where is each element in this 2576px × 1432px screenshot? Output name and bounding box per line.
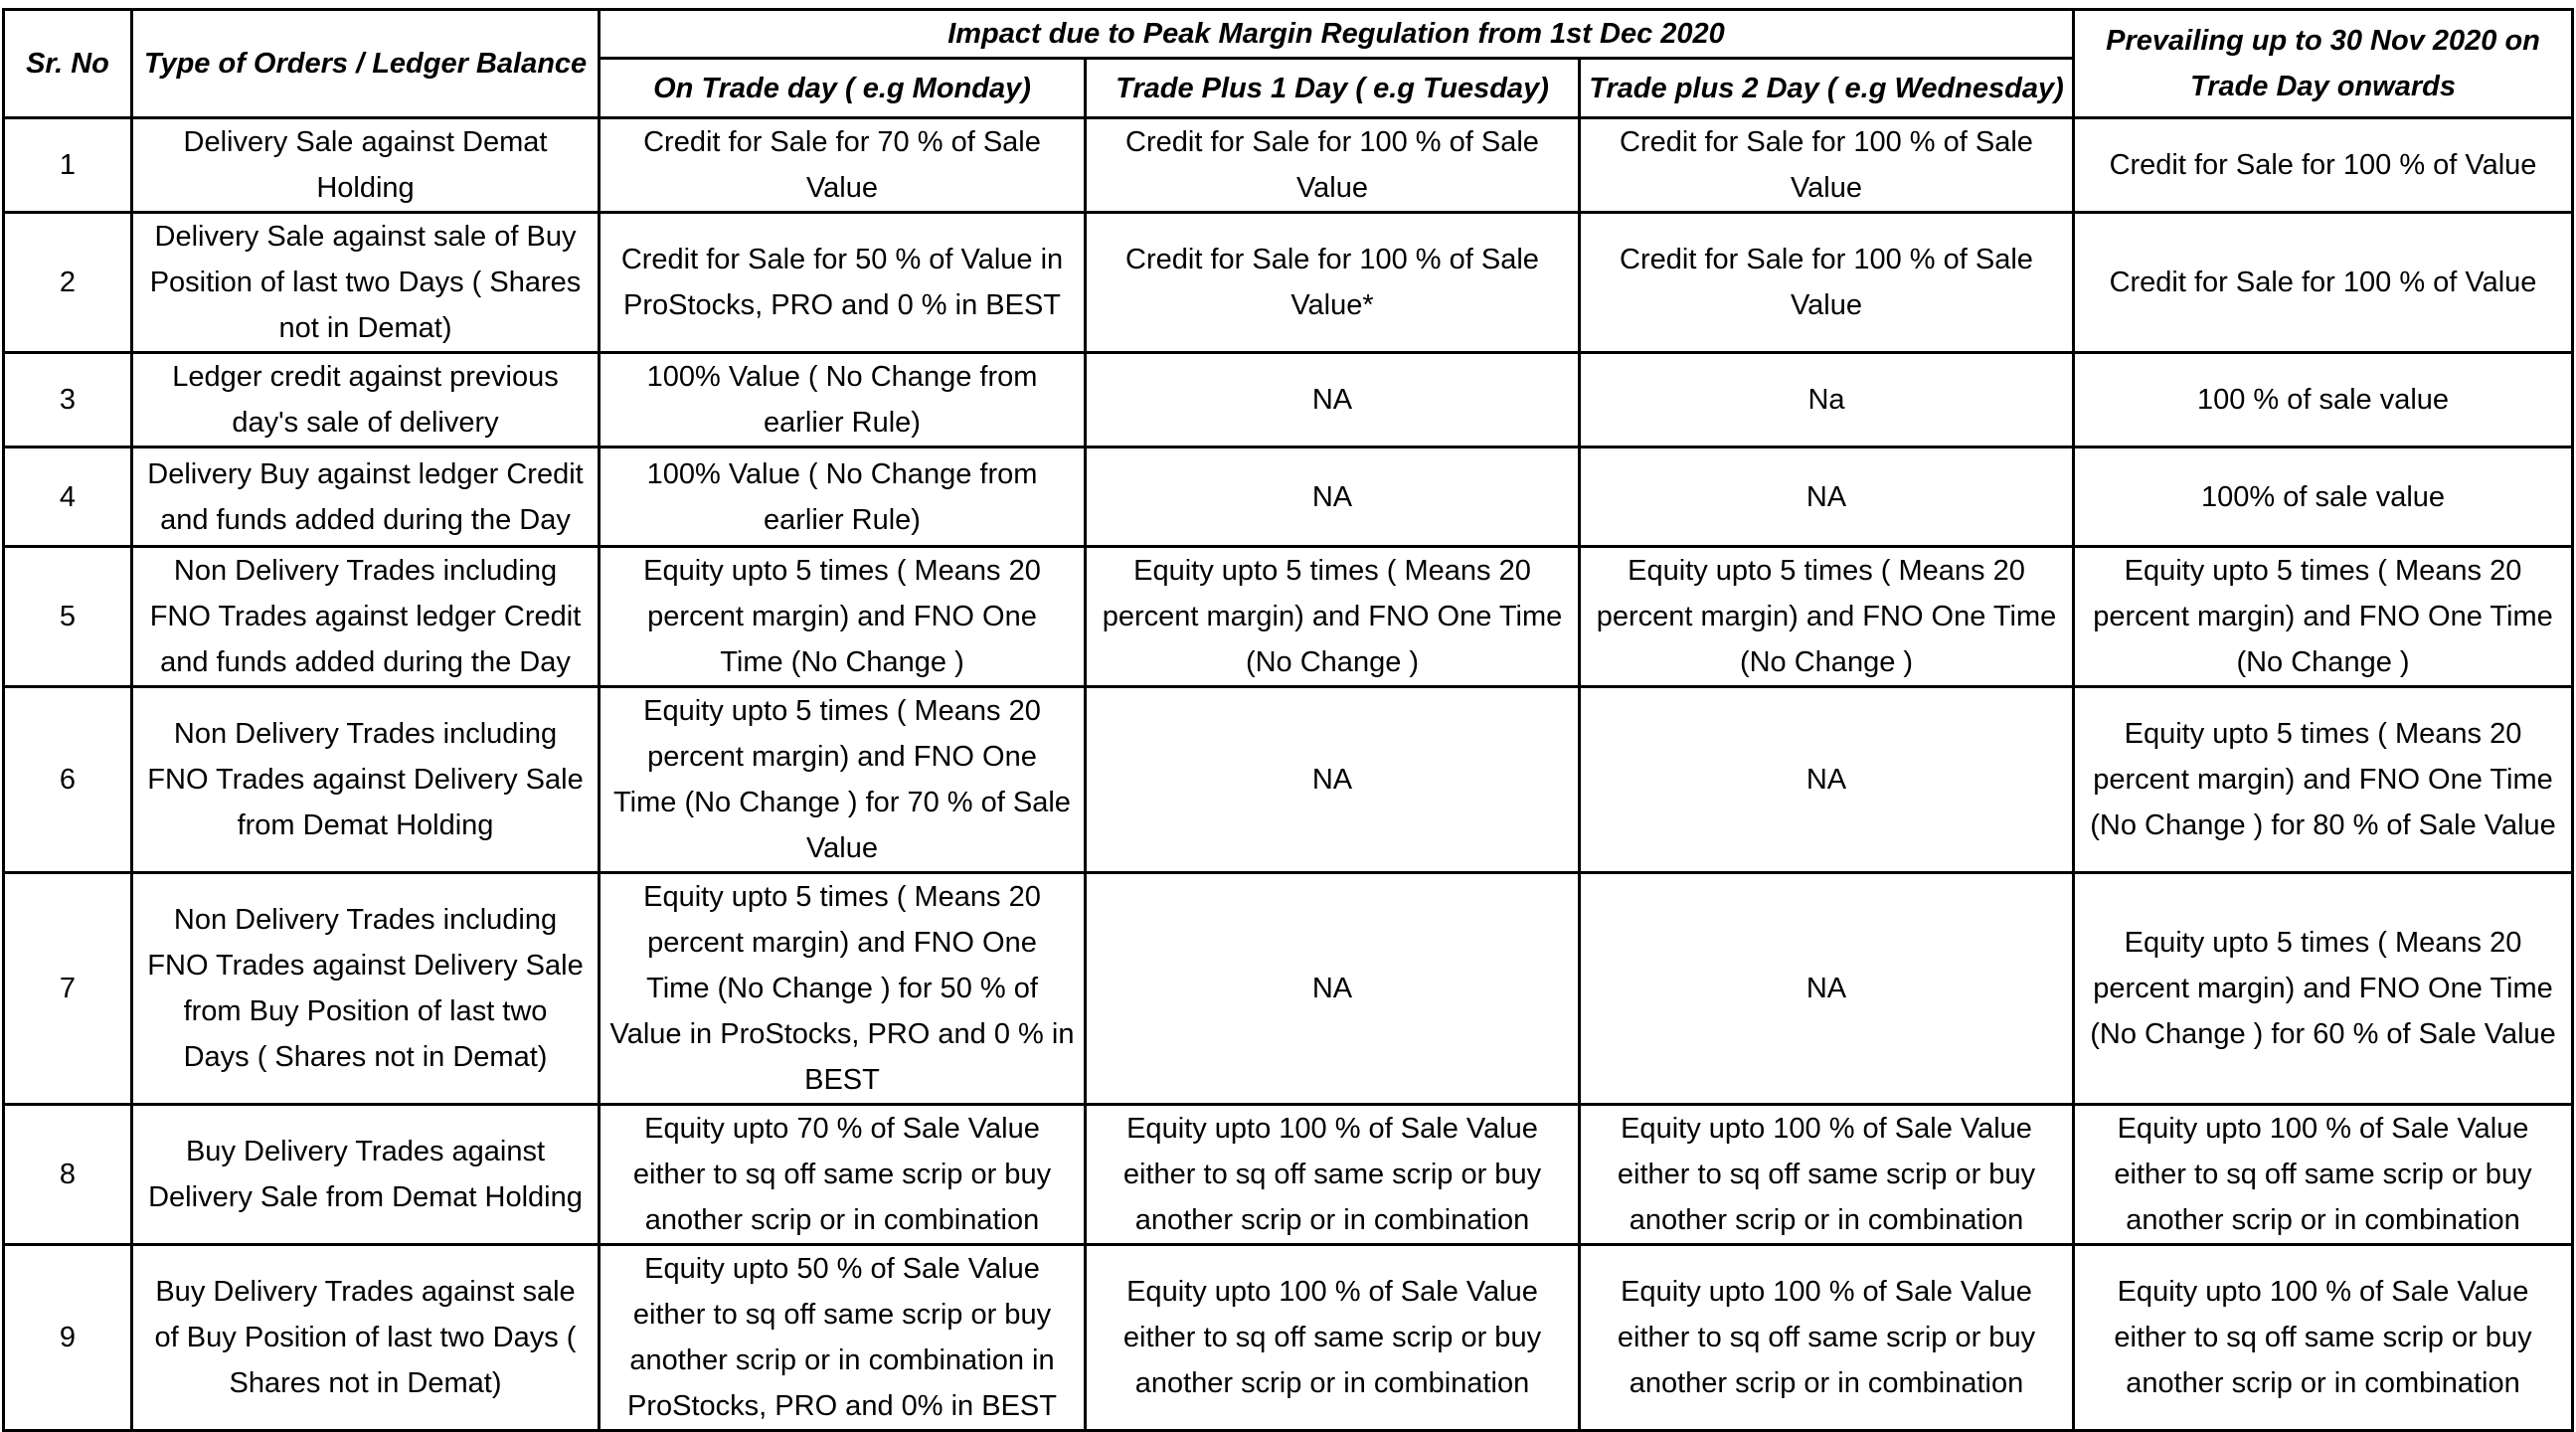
header-row-top xyxy=(4,10,2573,59)
header-trade-plus-1: Trade Plus 1 Day ( e.g Tuesday) xyxy=(1086,59,1580,118)
cell-sr-no: 3 xyxy=(4,353,132,448)
cell-prevailing: Equity upto 5 times ( Means 20 percent margin) and FNO One Time (No Change ) for 80 % of Sale Value xyxy=(2074,687,2573,873)
cell-sr-no: 4 xyxy=(4,448,132,547)
cell-trade-day: 100% Value ( No Change from earlier Rule) xyxy=(600,353,1086,448)
table-row xyxy=(4,213,2573,353)
cell-trade-plus-2: NA xyxy=(1580,687,2074,873)
peak-margin-table xyxy=(2,8,2574,1432)
cell-trade-day: Equity upto 5 times ( Means 20 percent margin) and FNO One Time (No Change ) for 70 % of Sale Value xyxy=(600,687,1086,873)
cell-prevailing: 100% of sale value xyxy=(2074,448,2573,547)
cell-order-type: Non Delivery Trades including FNO Trades against Delivery Sale from Demat Holding xyxy=(132,687,600,873)
table-row xyxy=(4,118,2573,213)
cell-order-type: Ledger credit against previous day's sale of delivery xyxy=(132,353,600,448)
table-row xyxy=(4,547,2573,687)
cell-trade-plus-1: Equity upto 100 % of Sale Value either to sq off same scrip or buy another scrip or in combination xyxy=(1086,1245,1580,1431)
cell-order-type: Non Delivery Trades including FNO Trades against ledger Credit and funds added during the Day xyxy=(132,547,600,687)
header-on-trade-day: On Trade day ( e.g Monday) xyxy=(600,59,1086,118)
cell-prevailing: Equity upto 100 % of Sale Value either to sq off same scrip or buy another scrip or in combination xyxy=(2074,1105,2573,1245)
table-row xyxy=(4,873,2573,1105)
cell-trade-plus-2: Equity upto 100 % of Sale Value either to sq off same scrip or buy another scrip or in combination xyxy=(1580,1105,2074,1245)
cell-trade-day: Equity upto 5 times ( Means 20 percent margin) and FNO One Time (No Change ) xyxy=(600,547,1086,687)
cell-order-type: Buy Delivery Trades against sale of Buy Position of last two Days ( Shares not in Demat) xyxy=(132,1245,600,1431)
table-row xyxy=(4,687,2573,873)
cell-trade-plus-1: NA xyxy=(1086,448,1580,547)
cell-trade-day: Equity upto 5 times ( Means 20 percent margin) and FNO One Time (No Change ) for 50 % of Value in ProStocks, PRO and 0 % in BEST xyxy=(600,873,1086,1105)
cell-trade-day: Equity upto 70 % of Sale Value either to sq off same scrip or buy another scrip or in combination xyxy=(600,1105,1086,1245)
cell-order-type: Delivery Buy against ledger Credit and funds added during the Day xyxy=(132,448,600,547)
cell-sr-no: 1 xyxy=(4,118,132,213)
cell-prevailing: Credit for Sale for 100 % of Value xyxy=(2074,213,2573,353)
cell-trade-plus-1: Equity upto 100 % of Sale Value either to sq off same scrip or buy another scrip or in combination xyxy=(1086,1105,1580,1245)
cell-trade-plus-1: NA xyxy=(1086,873,1580,1105)
cell-prevailing: Equity upto 100 % of Sale Value either to sq off same scrip or buy another scrip or in combination xyxy=(2074,1245,2573,1431)
cell-order-type: Non Delivery Trades including FNO Trades against Delivery Sale from Buy Position of last two Days ( Shares not in Demat) xyxy=(132,873,600,1105)
cell-sr-no: 5 xyxy=(4,547,132,687)
cell-sr-no: 8 xyxy=(4,1105,132,1245)
table-row xyxy=(4,448,2573,547)
header-sr-no: Sr. No xyxy=(4,10,132,118)
cell-trade-day: Credit for Sale for 70 % of Sale Value xyxy=(600,118,1086,213)
cell-trade-plus-2: Na xyxy=(1580,353,2074,448)
cell-trade-plus-2: Equity upto 100 % of Sale Value either to sq off same scrip or buy another scrip or in combination xyxy=(1580,1245,2074,1431)
table-row xyxy=(4,1245,2573,1431)
cell-trade-plus-1: NA xyxy=(1086,353,1580,448)
cell-trade-plus-2: NA xyxy=(1580,448,2074,547)
cell-trade-day: Equity upto 50 % of Sale Value either to sq off same scrip or buy another scrip or in combination in ProStocks, PRO and 0% in BEST xyxy=(600,1245,1086,1431)
cell-trade-plus-2: Credit for Sale for 100 % of Sale Value xyxy=(1580,213,2074,353)
cell-order-type: Delivery Sale against Demat Holding xyxy=(132,118,600,213)
cell-prevailing: Equity upto 5 times ( Means 20 percent margin) and FNO One Time (No Change ) for 60 % of Sale Value xyxy=(2074,873,2573,1105)
cell-prevailing: 100 % of sale value xyxy=(2074,353,2573,448)
cell-trade-day: 100% Value ( No Change from earlier Rule) xyxy=(600,448,1086,547)
table-body xyxy=(4,118,2573,1431)
cell-sr-no: 9 xyxy=(4,1245,132,1431)
table-row xyxy=(4,353,2573,448)
header-prevailing: Prevailing up to 30 Nov 2020 on Trade Day onwards xyxy=(2074,10,2573,118)
cell-sr-no: 2 xyxy=(4,213,132,353)
cell-trade-plus-1: Equity upto 5 times ( Means 20 percent margin) and FNO One Time (No Change ) xyxy=(1086,547,1580,687)
header-trade-plus-2: Trade plus 2 Day ( e.g Wednesday) xyxy=(1580,59,2074,118)
cell-sr-no: 6 xyxy=(4,687,132,873)
cell-order-type: Delivery Sale against sale of Buy Position of last two Days ( Shares not in Demat) xyxy=(132,213,600,353)
cell-prevailing: Equity upto 5 times ( Means 20 percent margin) and FNO One Time (No Change ) xyxy=(2074,547,2573,687)
table-row xyxy=(4,1105,2573,1245)
cell-trade-plus-2: Credit for Sale for 100 % of Sale Value xyxy=(1580,118,2074,213)
cell-trade-plus-1: Credit for Sale for 100 % of Sale Value* xyxy=(1086,213,1580,353)
header-impact-group: Impact due to Peak Margin Regulation from 1st Dec 2020 xyxy=(600,10,2074,59)
table-header xyxy=(4,10,2573,118)
cell-prevailing: Credit for Sale for 100 % of Value xyxy=(2074,118,2573,213)
cell-trade-plus-1: NA xyxy=(1086,687,1580,873)
cell-trade-plus-2: NA xyxy=(1580,873,2074,1105)
header-type-of-orders: Type of Orders / Ledger Balance xyxy=(132,10,600,118)
cell-order-type: Buy Delivery Trades against Delivery Sale from Demat Holding xyxy=(132,1105,600,1245)
cell-trade-day: Credit for Sale for 50 % of Value in ProStocks, PRO and 0 % in BEST xyxy=(600,213,1086,353)
cell-sr-no: 7 xyxy=(4,873,132,1105)
cell-trade-plus-2: Equity upto 5 times ( Means 20 percent margin) and FNO One Time (No Change ) xyxy=(1580,547,2074,687)
cell-trade-plus-1: Credit for Sale for 100 % of Sale Value xyxy=(1086,118,1580,213)
